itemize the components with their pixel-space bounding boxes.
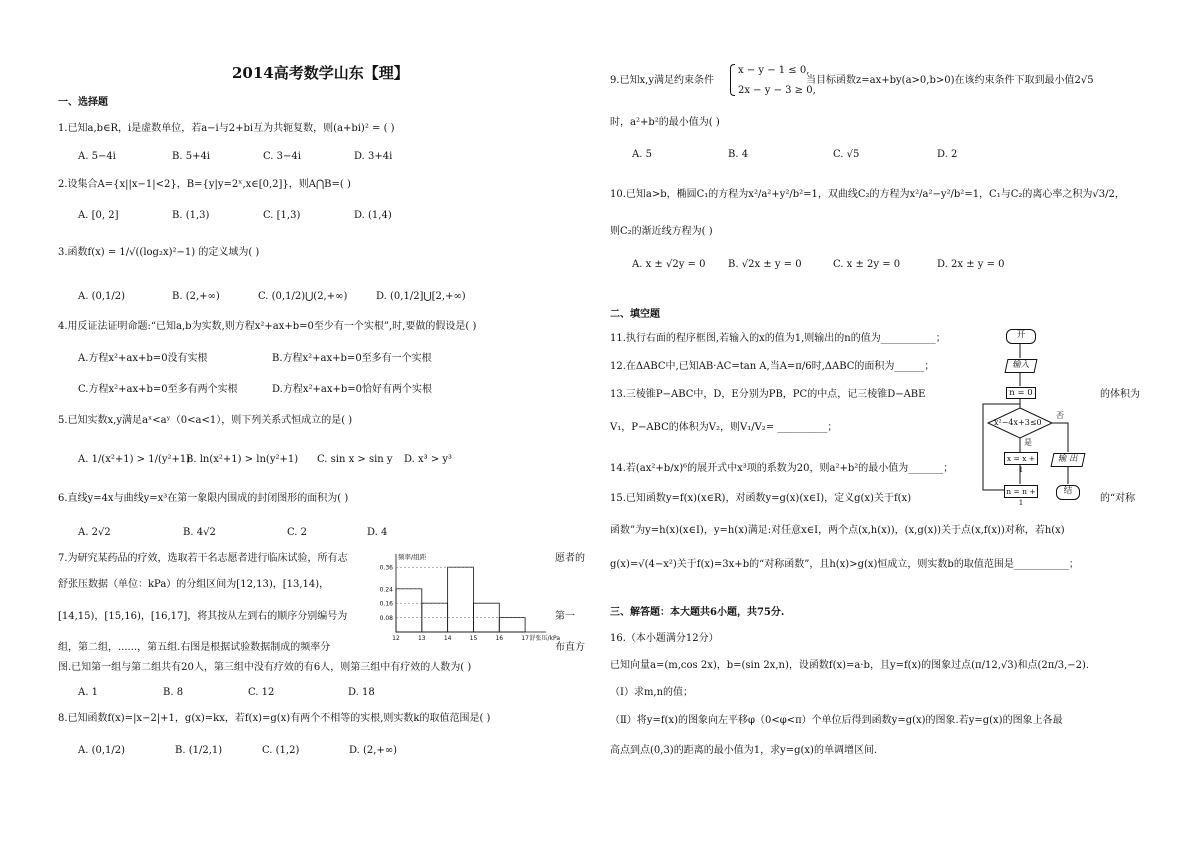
flow-no-label: 否 xyxy=(1056,411,1064,420)
q2-option-c: C. [1,3) xyxy=(263,210,301,221)
q5-option-d: D. x³ > y³ xyxy=(404,454,453,465)
q9-constraint-2: 2x − y − 3 ≥ 0, xyxy=(738,85,816,96)
q6-option-a: A. 2√2 xyxy=(78,527,111,538)
flow-start: 开 xyxy=(1006,329,1036,344)
q6-option-d: D. 4 xyxy=(367,527,388,538)
question-13-right: 的体积为 xyxy=(1100,389,1140,400)
question-10: 10.已知a>b，椭圆C₁的方程为x²/a²+y²/b²=1，双曲线C₂的方程为x²/a²−y²/b²=1，C₁与C₂的离心率之积为√3/2， xyxy=(610,189,1125,200)
q6-option-b: B. 4√2 xyxy=(183,527,216,538)
q4-option-a: A.方程x²+ax+b=0没有实根 xyxy=(78,353,208,364)
q10-option-a: A. x ± √2y = 0 xyxy=(632,259,706,270)
question-16-part2: （Ⅱ）将y=f(x)的图象向左平移φ（0<φ<π）个单位后得到函数y=g(x)的图象.若y=g(x)的图象上各最 xyxy=(610,715,1063,726)
section-choice: 一、选择题 xyxy=(58,97,108,108)
q8-option-d: D. (2,+∞) xyxy=(349,745,398,756)
x-tick-label: 15 xyxy=(469,635,478,642)
q5-option-c: C. sin x > sin y xyxy=(317,454,393,465)
question-7-line3-right: 第一 xyxy=(555,611,575,622)
question-16-part1: （Ⅰ）求m,n的值； xyxy=(610,687,694,698)
flow-end: 结 xyxy=(1056,485,1080,500)
q1-option-c: C. 3−4i xyxy=(263,151,301,162)
question-7-line4-right: 布直方 xyxy=(555,642,585,653)
q3-option-a: A. (0,1/2) xyxy=(78,291,126,302)
q9-option-a: A. 5 xyxy=(632,149,652,160)
q9-brace xyxy=(730,64,735,96)
question-15-right: 的“对称 xyxy=(1100,493,1136,504)
question-3: 3.函数f(x) = 1/√((log₂x)²−1) 的定义域为( ) xyxy=(58,247,260,258)
question-9-intro: 9.已知x,y满足约束条件 xyxy=(610,75,715,86)
q2-option-b: B. (1,3) xyxy=(172,210,210,221)
section-fill-blank: 二、填空题 xyxy=(610,309,660,320)
q9-constraint-1: x − y − 1 ≤ 0, xyxy=(738,65,810,76)
flow-yes-label: 是 xyxy=(1024,438,1032,447)
flow-condition: x²−4x+3≤0 xyxy=(994,418,1042,427)
question-16-header: 16.（本小题满分12分） xyxy=(610,633,719,644)
q8-option-a: A. (0,1/2) xyxy=(78,745,126,756)
q7-option-d: D. 18 xyxy=(348,687,375,698)
question-15-line2: 函数”为y=h(x)(x∈I)，y=h(x)满足:对任意x∈I，两个点(x,h(x))，(x,g(x))关于点(x,f(x))对称，若h(x) xyxy=(610,525,1065,536)
q7-option-a: A. 1 xyxy=(78,687,98,698)
question-5: 5.已知实数x,y满足aˣ<aʸ（0<a<1），则下列关系式恒成立的是( ) xyxy=(58,415,353,426)
question-7-line3: [14,15)，[15,16)，[16,17]，将其按从左到右的顺序分别编号为 xyxy=(58,611,348,622)
question-9-cont: 当目标函数z=ax+by(a>0,b>0)在该约束条件下取到最小值2√5 xyxy=(806,75,1094,86)
x-tick-label: 16 xyxy=(495,635,504,642)
program-flowchart xyxy=(980,328,1098,507)
y-axis-label: 频率/组距 xyxy=(398,553,427,561)
question-13: 13.三棱锥P−ABC中，D，E分别为PB，PC的中点，记三棱锥D−ABE xyxy=(610,389,926,400)
question-16-part2-cont: 高点到点(0,3)的距离的最小值为1，求y=g(x)的单调增区间. xyxy=(610,745,878,756)
question-7-line4: 组，第二组，......，第五组.右图是根据试验数据制成的频率分 xyxy=(58,642,331,653)
question-10-line2: 则C₂的渐近线方程为( ) xyxy=(610,226,713,237)
question-15: 15.已知函数y=f(x)(x∈R)，对函数y=g(x)(x∈I)，定义g(x)关于f(x) xyxy=(610,493,912,504)
question-15-line3: g(x)=√(4−x²)关于f(x)=3x+b的“对称函数”，且h(x)>g(x)恒成立，则实数b的取值范围是___________； xyxy=(610,559,1079,570)
question-9-line2: 时，a²+b²的最小值为( ) xyxy=(610,117,720,128)
q5-option-a: A. 1/(x²+1) > 1/(y²+1) xyxy=(78,454,191,465)
question-16-line1: 已知向量a=(m,cos 2x)，b=(sin 2x,n)，设函数f(x)=a·b，且y=f(x)的图象过点(π/12,√3)和点(2π/3,−2). xyxy=(610,660,1090,671)
x-axis-label: 舒张压/kPa xyxy=(529,635,560,642)
q2-option-a: A. [0, 2] xyxy=(78,210,119,221)
flow-input: 输入 xyxy=(1005,359,1038,373)
histogram-bar xyxy=(499,618,525,632)
question-14: 14.若(ax²+b/x)⁶的展开式中x³项的系数为20，则a²+b²的最小值为_______； xyxy=(610,463,954,474)
question-8: 8.已知函数f(x)=|x−2|+1，g(x)=kx，若f(x)=g(x)有两个不相等的实根,则实数k的取值范围是( ) xyxy=(58,713,491,724)
q1-option-b: B. 5+4i xyxy=(172,151,211,162)
question-1: 1.已知a,b∈R，i是虚数单位，若a−i与2+bi互为共轭复数，则(a+bi)² = ( ) xyxy=(58,123,395,134)
q3-option-d: D. (0,1/2]⋃[2,+∞) xyxy=(376,291,466,302)
flow-step-x: x = x + 1 xyxy=(1004,452,1038,465)
x-tick-label: 13 xyxy=(417,635,426,642)
question-7-line5: 图.已知第一组与第二组共有20人，第三组中没有疗效的有6人，则第三组中有疗效的人数为( ) xyxy=(58,662,472,673)
q10-option-b: B. √2x ± y = 0 xyxy=(728,259,802,270)
y-tick-label: 0.16 xyxy=(379,600,393,608)
q3-option-c: C. (0,1/2)⋃(2,+∞) xyxy=(258,291,348,302)
y-tick-label: 0.08 xyxy=(379,615,393,623)
q5-option-b: B. ln(x²+1) > ln(y²+1) xyxy=(186,454,299,465)
page-title: 2014高考数学山东【理】 xyxy=(232,64,409,82)
q4-option-d: D.方程x²+ax+b=0恰好有两个实根 xyxy=(272,384,432,395)
histogram-bar xyxy=(396,589,422,632)
q6-option-c: C. 2 xyxy=(287,527,308,538)
question-7-line1-right: 愿者的 xyxy=(555,553,585,564)
question-11: 11.执行右面的程序框图,若输入的x的值为1,则输出的n的值为___________； xyxy=(610,333,946,344)
q10-option-d: D. 2x ± y = 0 xyxy=(937,259,1005,270)
question-7-line2: 舒张压数据（单位：kPa）的分组区间为[12,13)，[13,14)， xyxy=(58,579,330,590)
q7-option-b: B. 8 xyxy=(163,687,184,698)
q3-option-b: B. (2,+∞) xyxy=(172,291,220,302)
q1-option-a: A. 5−4i xyxy=(78,151,116,162)
q2-option-d: D. (1,4) xyxy=(354,210,392,221)
q9-option-d: D. 2 xyxy=(937,149,958,160)
flow-output: 输 出 xyxy=(1051,453,1086,467)
question-6: 6.直线y=4x与曲线y=x³在第一象限内围成的封闭图形的面积为( ) xyxy=(58,493,349,504)
q4-option-c: C.方程x²+ax+b=0至多有两个实根 xyxy=(78,384,238,395)
question-13-line2: V₁，P−ABC的体积为V₂，则V₁/V₂= __________； xyxy=(610,422,838,433)
frequency-histogram xyxy=(358,552,560,652)
q7-option-c: C. 12 xyxy=(248,687,275,698)
q9-option-b: B. 4 xyxy=(728,149,749,160)
y-tick-label: 0.24 xyxy=(379,586,393,594)
q8-option-b: B. (1/2,1) xyxy=(175,745,223,756)
question-7-line1: 7.为研究某药品的疗效，选取若干名志愿者进行临床试验，所有志 xyxy=(58,553,348,564)
flow-step-n: n = n + 1 xyxy=(1004,485,1038,498)
flowchart-lines xyxy=(980,328,1098,503)
q1-option-d: D. 3+4i xyxy=(354,151,393,162)
question-4: 4.用反证法证明命题:“已知a,b为实数,则方程x²+ax+b=0至少有一个实根”,时,要做的假设是( ) xyxy=(58,321,477,332)
x-tick-label: 12 xyxy=(392,635,400,642)
q10-option-c: C. x ± 2y = 0 xyxy=(833,259,901,270)
histogram-bar xyxy=(448,567,474,632)
question-12: 12.在ΔABC中,已知AB·AC=tan A,当A=π/6时,ΔABC的面积为______； xyxy=(610,361,935,372)
q8-option-c: C. (1,2) xyxy=(262,745,300,756)
y-tick-label: 0.36 xyxy=(379,564,393,572)
section-solve: 三、解答题：本大题共6小题，共75分. xyxy=(610,607,785,618)
x-tick-label: 17 xyxy=(521,635,529,642)
q4-option-b: B.方程x²+ax+b=0至多有一个实根 xyxy=(272,353,432,364)
flow-init: n = 0 xyxy=(1006,387,1036,399)
question-2: 2.设集合A={x||x−1|<2}，B={y|y=2ˣ,x∈[0,2]}，则A⋂B=( ) xyxy=(58,179,351,190)
x-tick-label: 14 xyxy=(443,635,452,642)
q9-option-c: C. √5 xyxy=(833,149,860,160)
